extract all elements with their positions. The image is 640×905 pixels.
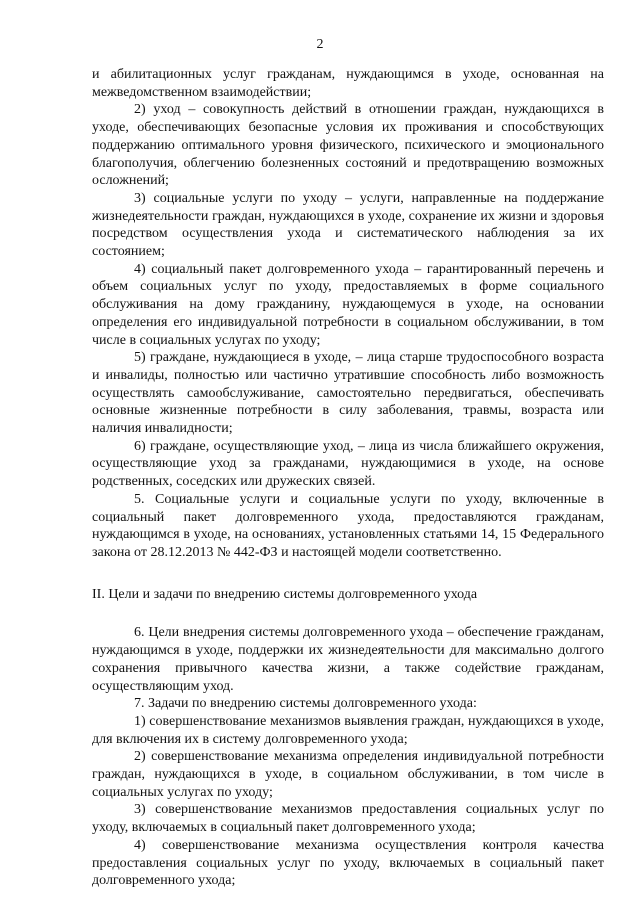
definition-care-services: 3) социальные услуги по уходу – услуги, направленные на поддержание жизнедеятельности граждан, нуждающихся в уходе, сохранение их жизни и здоровья посредством осуществления ухода и систематического наблюдения за их состоянием; — [92, 190, 604, 260]
clause-5: 5. Социальные услуги и социальные услуги по уходу, включенные в социальный пакет долговременного ухода, предоставляются гражданам, нуждающимся в уходе, на основаниях, установленных статьями 14, 15 Федерального закона от 28.12.2013 № 442-ФЗ и настоящей модели соответственно. — [92, 491, 604, 560]
page-number: 2 — [316, 37, 324, 52]
document-body — [92, 66, 604, 890]
paragraph-continuation: и абилитационных услуг гражданам, нуждающимся в уходе, основанная на межведомственном взаимодействии; — [92, 67, 604, 100]
clause-7: 7. Задачи по внедрению системы долговременного ухода: — [134, 696, 477, 712]
definition-citizens-needing-care: 5) граждане, нуждающиеся в уходе, – лица старше трудоспособного возраста и инвалиды, полностью или частично утратившие способность либо возможность осуществлять самообслуживание, самостоятельно передвигаться, обеспечивать основные жизненные потребности в силу заболевания, травмы, возраста или наличия инвалидности; — [92, 350, 604, 437]
task-item-1: 1) совершенствование механизмов выявления граждан, нуждающихся в уходе, для включения их в систему долговременного ухода; — [92, 713, 604, 747]
definition-caregivers: 6) граждане, осуществляющие уход, – лица из числа ближайшего окружения, осуществляющие уход за гражданами, нуждающимися в уходе, на основе родственных, соседских или дружеских связей. — [92, 438, 604, 490]
definition-care: 2) уход – совокупность действий в отношении граждан, нуждающихся в уходе, обеспечивающих безопасные условия их проживания и способствующих поддержанию оптимального уровня физического, психического и эмоционального благополучия, облегчению болезненных состояний и предотвращению возможных осложнений; — [92, 102, 604, 189]
definition-care-package: 4) социальный пакет долговременного ухода – гарантированный перечень и объем социальных услуг по уходу, предоставляемых в форме социального обслуживания на дому гражданину, нуждающемуся в уходе, на основании определения его индивидуальной потребности в социальном обслуживании, в том числе в социальных услугах по уходу; — [92, 261, 604, 348]
section-heading: II. Цели и задачи по внедрению системы долговременного ухода — [92, 586, 478, 602]
task-item-2: 2) совершенствование механизма определения индивидуальной потребности граждан, нуждающихся в уходе, в социальном обслуживании, в том числе в социальных услугах по уходу; — [92, 749, 604, 800]
clause-6: 6. Цели внедрения системы долговременного ухода – обеспечение гражданам, нуждающимся в уходе, поддержки их жизнедеятельности для максимально долгого сохранения привычного качества жизни, а также содействие гражданам, осуществляющим уход. — [92, 625, 604, 694]
task-item-3: 3) совершенствование механизмов предоставления социальных услуг по уходу, включаемых в социальный пакет долговременного ухода; — [92, 802, 604, 836]
task-item-4: 4) совершенствование механизма осуществления контроля качества предоставления социальных услуг по уходу, включаемых в социальный пакет долговременного ухода; — [92, 837, 604, 889]
